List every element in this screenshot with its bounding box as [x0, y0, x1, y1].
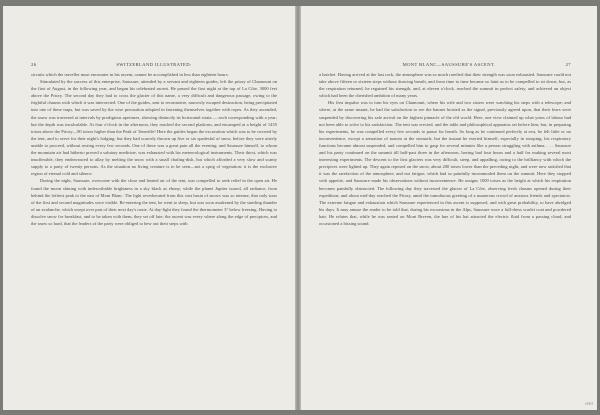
paragraph: His first impulse was to turn his eyes on Chamouni, where his wife and two sisters were watching his steps with a telescope; and where, at the same instant, he had the satisfaction to see the banner hoisted as the signal, previously agreed upon, that their fears were suspended by discovering his safe arrival on the highest pinnacle of the old world. Here, one view claimed up what years of labour had not been able to solve to his satisfaction. The tent was erected, and the table and philosophical apparatus set before him; but, in preparing his experiments, he was compelled every few seconds to pause for breath. So long as he continued perfectly at rest, he felt little or no inconvenience, except a sensation of nausea at the stomach; but the instant he exerted himself, especially in stooping, his respiratory functions became almost suspended, and compelled him to gasp for several minutes like a person struggling with asthma. . . . Saussure and his party continued on the summit till half-past three in the afternoon, having had four hours and a half for making several most interesting experiments. The descent to the first glaciers was very difficult, steep, and appalling, owing to the brilliancy with which the precipices were lighted up. They again reposed on the snow, about 200 toises lower than the preceding night, and were now satisfied that it was the rarefaction of the atmosphere, and not fatigue, which had so painfully incommoded them on the summit. Here they stopped with appetite, and Saussure made his observations without inconvenience. He assigns 1000 toises as the height at which his respiration becomes painfully obstructed. The following day they traversed the glacier of La Côte, observing fresh chasms opened during their expedition; and about mid-day reached the Priory, amid the tumultuous greeting of a numerous crowd of anxious friends and spectators. The extreme fatigue and exhaustion which Saussure experienced in this ascent is supposed, and with great probability, to have abridged his days. It may amuse the reader to be told that, during his excursions in the Alps, Saussure wore a full-dress scarlet coat and powdered hair. He relates that, while he was seated on Mont Breven, the hue of his hat attracted the electric fluid from a passing cloud, and occasioned a hissing sound.: [319, 100, 571, 226]
right-page-number: 27: [565, 62, 571, 67]
paragraph: Stimulated by the success of this enterprise, Saussure, attended by a servant and eighteen guides, left the priory of Chamouni on the first of August, in the following year, and began his celebrated ascent. He passed the first night at the top of La Côte, 3000 feet above the Priory. The second day they had to cross the glacier of this name, a very difficult and dangerous passage, owing to the frightful chasms with which it was intersected. One of the guides, sent to reconnoitre, narrowly escaped destruction, being precipitated into one of these traps, but was saved by the wise precaution adopted in fastening themselves together with ropes. As they ascended, the snow was traversed at intervals by prodigious apertures, showing distinctly its horizontal strata — each corresponding with a year; but the depth was incalculable. At four o'clock in the afternoon, they reached the second platform, and encamped at a height of 1455 toises above the Priory—90 toises higher than the Peak of Teneriffe! Here the guides began the excavation which was to be covered by the tent, and to serve for their night's lodging; but they had scarcely thrown up five or six spadesful of snow, before they were utterly unable to proceed, without resting every few seconds. One of these was a great pain all the evening; and Saussure himself, to whom the mountain air had hitherto proved a salutary medicine, was exhausted with his meteorological instruments. Their thirst, which was insufferable, they endeavoured to allay by melting the snow with a small chafing-dish, but which afforded a very slow and scanty supply to a party of twenty persons. As the situation no living creature is to be seen—not a sprig of vegetation: it is the exclusive region of eternal cold and silence.: [31, 79, 277, 177]
corner-label: eMH: [584, 401, 593, 406]
left-page: [3, 6, 295, 410]
left-page-number: 26: [31, 62, 37, 67]
paragraph: During the night, Saussure, overcome with the close and heated air of the tent, was compelled to seek relief in the open air. He found the moon shining with indescribable brightness in a sky black as ebony; while the planet Jupiter issued, all radiance, from behind the loftiest peak to the east of Mont Blanc. The light reverberated from this vast basin of snows was so intense, that only stars of the first and second magnitudes were visible. Re-entering the tent, he went to sleep, but was soon awakened by the startling thunder of an avalanche, which swept over part of their next day's route. At day-light they found the thermometer 3° below freezing. Having to dissolve snow for breakfast, and to be taken with them, they set off late; the ascent was every where along the edge of precipices, and the snow so hard, that the leaders of the party were obliged to hew out their steps with: [31, 178, 277, 226]
right-page-text: [319, 71, 571, 227]
right-page: [301, 6, 597, 410]
paragraph: circuits which the traveller must encounter in his ascent, cannot be accomplished in less than eighteen hours.: [31, 72, 229, 77]
left-running-head: SWITZERLAND ILLUSTRATED:: [116, 62, 192, 67]
paragraph: a hatchet. Having arrived at the last rock, the atmosphere was so much rarefied that their strength was soon exhausted. Saussure could not take above fifteen or sixteen steps without drawing breath, and from time to time became so faint as to be compelled to sit down; but, as the respiration returned, he regained his strength, and, at eleven o'clock, reached the summit in perfect safety, and achieved an object which had been the cherished ambition of many years.: [319, 72, 571, 99]
left-page-text: [31, 71, 277, 227]
right-running-head: MONT BLANC—SAUSSURE'S ASCENT.: [402, 62, 496, 67]
